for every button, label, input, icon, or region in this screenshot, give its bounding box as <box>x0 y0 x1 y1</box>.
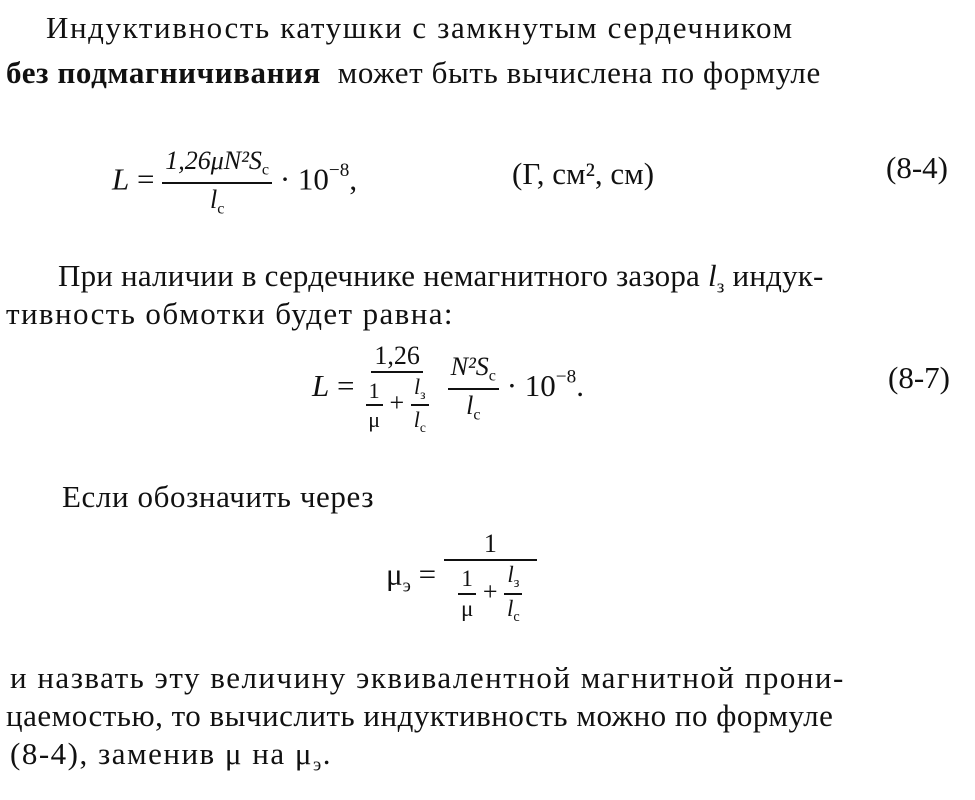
formula-mu-e-fraction: 1 $\frac{1}{\mu}$ + $\frac{l_з}{l_с}$ <box>444 530 537 625</box>
formula-8-7-lhs: L <box>312 367 330 403</box>
formula-8-7-numerator: 1,26 <box>371 342 423 373</box>
formula-8-7-fraction-2: $\frac{N^2S_с}{l_с}$ <box>448 353 499 424</box>
paragraph-1-line-2 <box>0 57 975 88</box>
paragraph-1-line-1-text: Индуктивность катушки с замкнутым сердечником <box>46 10 794 45</box>
paragraph-4-line-3: (8-4), заменив μ на $\mu_э$. <box>10 736 333 776</box>
paragraph-1-line-1 <box>0 12 975 43</box>
formula-8-7: L = 1,26 $\frac{1}{\mu}$ + $\frac{l_з}{l_с}$ $\frac{N^2S_с}{l_с}$ · $10^{-8}$. <box>312 341 584 436</box>
formula-8-7-multiplier: · 10 <box>506 367 556 403</box>
formula-8-7-exponent: −8 <box>555 366 577 388</box>
paragraph-3-line-1: Если обозначить через <box>62 479 375 514</box>
formula-8-7-number: (8-7) <box>888 360 950 395</box>
formula-8-4-number: (8-4) <box>886 150 948 185</box>
paragraph-4-line-1: и назвать эту величину эквивалентной магнитной прони- <box>10 660 845 695</box>
formula-8-4-denominator: l <box>209 184 218 214</box>
formula-mu-e-lhs: μ <box>386 556 403 592</box>
paragraph-1-line-2-text: может быть вычислена по формуле <box>337 55 821 90</box>
formula-8-4-exponent: −8 <box>328 160 350 182</box>
formula-8-4-numerator: 1,26μN²S <box>165 146 262 175</box>
bold-term: без подмагничивания <box>6 55 321 90</box>
formula-mu-e: $\mu_э$ = 1 $\frac{1}{\mu}$ + $\frac{l_з}{l_с}$ <box>386 530 537 625</box>
formula-8-4-multiplier: · 10 <box>279 161 329 197</box>
paragraph-2-line-1: При наличии в сердечнике немагнитного зазора $l_з$ индук- <box>58 258 824 298</box>
formula-8-4-units: (Г, см², см) <box>512 156 655 191</box>
formula-8-7-fraction-1: 1,26 $\frac{1}{\mu}$ + $\frac{l_з}{l_с}$ <box>362 342 432 435</box>
formula-mu-e-numerator: 1 <box>444 530 537 561</box>
paragraph-2-line-2: тивность обмотки будет равна: <box>6 296 454 331</box>
formula-8-4: L = $\frac{1,26\mu N^2S_с}{l_с}$ · $10^{-8}$, <box>112 146 358 218</box>
gap-length-var: l <box>707 258 717 293</box>
paragraph-4-line-2: цаемостью, то вычислить индуктивность можно по формуле <box>6 698 834 733</box>
formula-8-4-fraction: $\frac{1,26\mu N^2S_с}{l_с}$ <box>162 147 272 218</box>
formula-8-4-lhs: L <box>112 161 130 197</box>
